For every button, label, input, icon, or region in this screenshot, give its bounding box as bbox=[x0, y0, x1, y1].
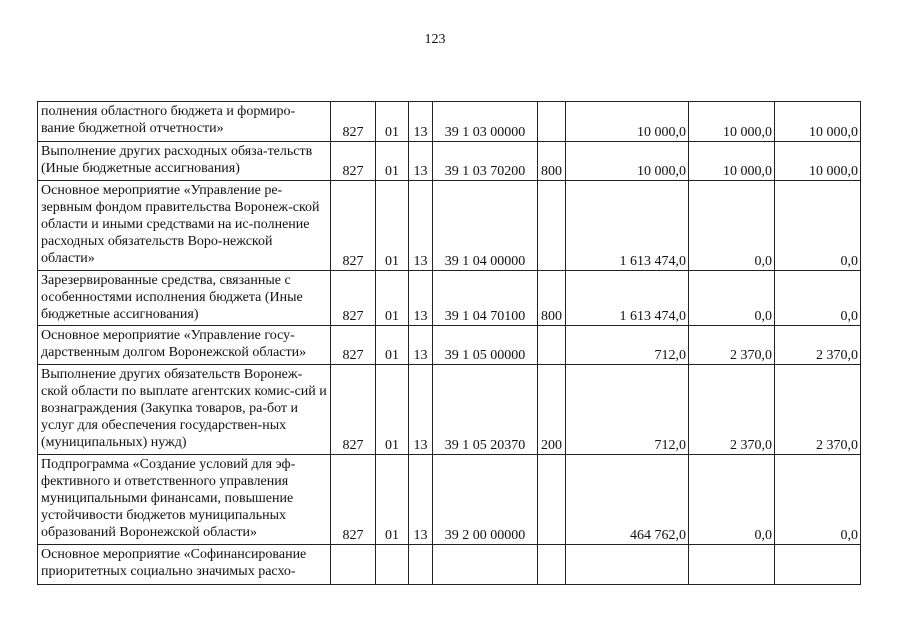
amount-year2-cell: 2 370,0 bbox=[689, 326, 775, 365]
expense-type-cell: 800 bbox=[538, 271, 566, 326]
target-article-cell: 39 2 00 00000 bbox=[433, 455, 538, 545]
table-row bbox=[38, 455, 861, 545]
grbs-cell: 827 bbox=[331, 326, 376, 365]
row-name-cell: Выполнение других расходных обяза-тельств (Иные бюджетные ассигнования) bbox=[38, 142, 331, 181]
amount-year1-cell: 1 613 474,0 bbox=[566, 271, 689, 326]
subsection-cell: 13 bbox=[409, 365, 433, 455]
subsection-cell: 13 bbox=[409, 142, 433, 181]
row-name-cell: Основное мероприятие «Управление ре-зервным фондом правительства Воронеж-ской области и иными средствами на ис-полнение расходных обязательств Воро-нежской области» bbox=[38, 181, 331, 271]
grbs-cell: 827 bbox=[331, 455, 376, 545]
expense-type-cell bbox=[538, 102, 566, 142]
amount-year3-cell bbox=[775, 545, 861, 585]
target-article-cell: 39 1 03 00000 bbox=[433, 102, 538, 142]
table-row bbox=[38, 365, 861, 455]
amount-year2-cell bbox=[689, 545, 775, 585]
target-article-cell: 39 1 04 00000 bbox=[433, 181, 538, 271]
section-cell: 01 bbox=[376, 102, 409, 142]
amount-year1-cell: 712,0 bbox=[566, 326, 689, 365]
section-cell: 01 bbox=[376, 271, 409, 326]
table-row bbox=[38, 271, 861, 326]
page-number: 123 bbox=[424, 32, 446, 47]
section-cell bbox=[376, 545, 409, 585]
target-article-cell bbox=[433, 545, 538, 585]
grbs-cell bbox=[331, 545, 376, 585]
amount-year2-cell: 0,0 bbox=[689, 271, 775, 326]
expense-type-cell bbox=[538, 181, 566, 271]
amount-year2-cell: 0,0 bbox=[689, 455, 775, 545]
section-cell: 01 bbox=[376, 142, 409, 181]
grbs-cell: 827 bbox=[331, 181, 376, 271]
subsection-cell bbox=[409, 545, 433, 585]
subsection-cell: 13 bbox=[409, 455, 433, 545]
amount-year1-cell: 464 762,0 bbox=[566, 455, 689, 545]
amount-year3-cell: 0,0 bbox=[775, 455, 861, 545]
grbs-cell: 827 bbox=[331, 142, 376, 181]
table-row bbox=[38, 326, 861, 365]
row-name-cell: Основное мероприятие «Софинансирование приоритетных социально значимых расхо- bbox=[38, 545, 331, 585]
subsection-cell: 13 bbox=[409, 102, 433, 142]
target-article-cell: 39 1 03 70200 bbox=[433, 142, 538, 181]
subsection-cell: 13 bbox=[409, 181, 433, 271]
grbs-cell: 827 bbox=[331, 102, 376, 142]
section-cell: 01 bbox=[376, 365, 409, 455]
target-article-cell: 39 1 04 70100 bbox=[433, 271, 538, 326]
amount-year3-cell: 2 370,0 bbox=[775, 365, 861, 455]
amount-year1-cell: 10 000,0 bbox=[566, 102, 689, 142]
row-name-cell: полнения областного бюджета и формиро-вание бюджетной отчетности» bbox=[38, 102, 331, 142]
grbs-cell: 827 bbox=[331, 365, 376, 455]
amount-year3-cell: 2 370,0 bbox=[775, 326, 861, 365]
amount-year2-cell: 10 000,0 bbox=[689, 142, 775, 181]
amount-year1-cell: 712,0 bbox=[566, 365, 689, 455]
expense-type-cell: 800 bbox=[538, 142, 566, 181]
expense-type-cell bbox=[538, 326, 566, 365]
expense-type-cell bbox=[538, 455, 566, 545]
amount-year1-cell bbox=[566, 545, 689, 585]
section-cell: 01 bbox=[376, 181, 409, 271]
row-name-cell: Основное мероприятие «Управление госу-дарственным долгом Воронежской области» bbox=[38, 326, 331, 365]
target-article-cell: 39 1 05 20370 bbox=[433, 365, 538, 455]
section-cell: 01 bbox=[376, 455, 409, 545]
amount-year3-cell: 0,0 bbox=[775, 271, 861, 326]
table-row bbox=[38, 102, 861, 142]
table-row bbox=[38, 181, 861, 271]
amount-year2-cell: 2 370,0 bbox=[689, 365, 775, 455]
amount-year1-cell: 10 000,0 bbox=[566, 142, 689, 181]
amount-year3-cell: 0,0 bbox=[775, 181, 861, 271]
amount-year3-cell: 10 000,0 bbox=[775, 142, 861, 181]
row-name-cell: Зарезервированные средства, связанные с особенностями исполнения бюджета (Иные бюджетные ассигнования) bbox=[38, 271, 331, 326]
table-row bbox=[38, 142, 861, 181]
target-article-cell: 39 1 05 00000 bbox=[433, 326, 538, 365]
table-row bbox=[38, 545, 861, 585]
amount-year1-cell: 1 613 474,0 bbox=[566, 181, 689, 271]
expense-type-cell bbox=[538, 545, 566, 585]
amount-year3-cell: 10 000,0 bbox=[775, 102, 861, 142]
row-name-cell: Выполнение других обязательств Воронеж-ской области по выплате агентских комис-сий и вознаграждения (Закупка товаров, ра-бот и услуг для обеспечения государствен-ных (муниципальных) нужд) bbox=[38, 365, 331, 455]
subsection-cell: 13 bbox=[409, 326, 433, 365]
grbs-cell: 827 bbox=[331, 271, 376, 326]
amount-year2-cell: 10 000,0 bbox=[689, 102, 775, 142]
amount-year2-cell: 0,0 bbox=[689, 181, 775, 271]
expense-type-cell: 200 bbox=[538, 365, 566, 455]
subsection-cell: 13 bbox=[409, 271, 433, 326]
budget-table bbox=[37, 101, 861, 585]
row-name-cell: Подпрограмма «Создание условий для эф-фективного и ответственного управления муниципальными финансами, повышение устойчивости бюджетов муниципальных образований Воронежской области» bbox=[38, 455, 331, 545]
section-cell: 01 bbox=[376, 326, 409, 365]
